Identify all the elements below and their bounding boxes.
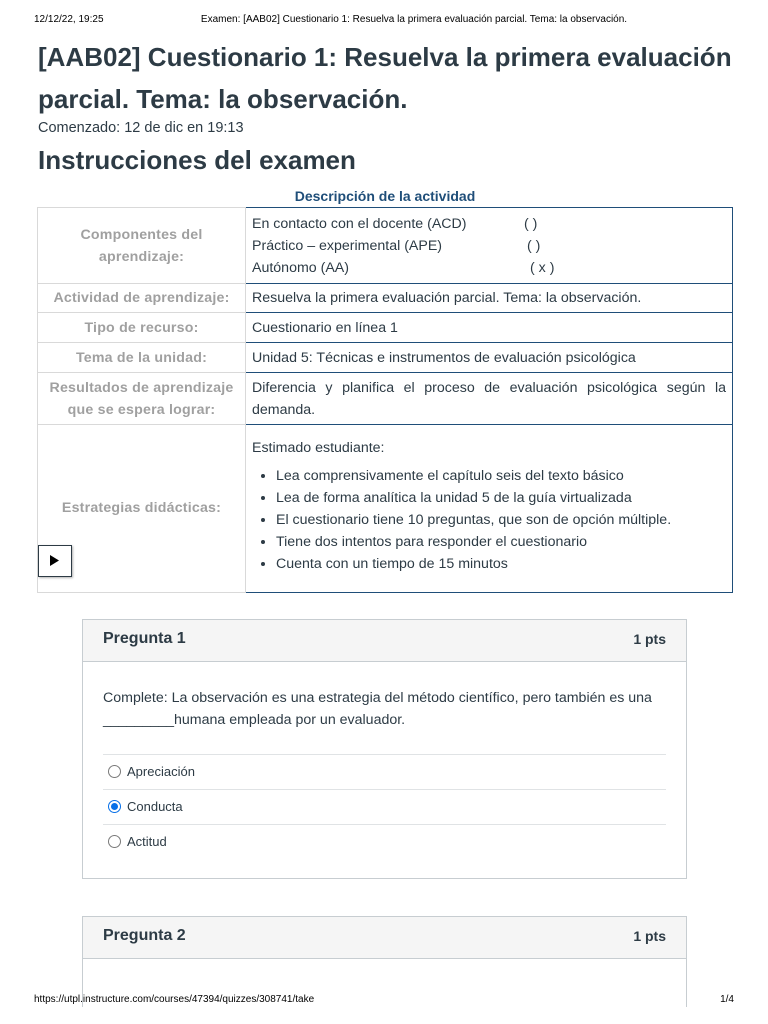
answer-option[interactable] <box>103 789 666 824</box>
question-header <box>83 620 686 662</box>
radio-button[interactable] <box>108 835 121 848</box>
question-text: Complete: La observación es una estrategia del método científico, pero también es una _________humana empleada por un evaluador. <box>103 690 652 728</box>
activity-table <box>37 207 733 593</box>
list-item: • Cuenta con un tiempo de 15 minutos <box>276 553 726 575</box>
answer-label[interactable]: Conducta <box>127 799 183 814</box>
table-row <box>38 425 733 593</box>
table-row <box>38 343 733 373</box>
radio-button[interactable] <box>108 765 121 778</box>
strategies-intro: Estimado estudiante: <box>252 440 385 456</box>
quiz-started-time: Comenzado: 12 de dic en 19:13 <box>38 120 244 136</box>
component-item: Autónomo (AA) ( x ) <box>252 259 555 276</box>
print-header <box>34 14 734 28</box>
components-label: Componentes del aprendizaje: <box>38 208 246 284</box>
question-points: 1 pts <box>633 928 666 944</box>
answer-label[interactable]: Actitud <box>127 834 167 849</box>
table-row <box>38 284 733 313</box>
unit-label: Tema de la unidad: <box>38 343 246 373</box>
question-name: Pregunta 1 <box>103 630 186 647</box>
question-header <box>83 917 686 959</box>
unit-value: Unidad 5: Técnicas e instrumentos de evaluación psicológica <box>246 343 733 373</box>
resource-value: Cuestionario en línea 1 <box>246 313 733 343</box>
components-value <box>246 208 733 284</box>
print-date: 12/12/22, 19:25 <box>34 14 104 25</box>
answer-option[interactable] <box>103 824 666 859</box>
answer-option[interactable] <box>103 754 666 789</box>
list-item: • Tiene dos intentos para responder el cuestionario <box>276 531 726 553</box>
activity-label: Actividad de aprendizaje: <box>38 284 246 313</box>
print-footer <box>34 994 734 1008</box>
list-item: • Lea comprensivamente el capítulo seis del texto básico <box>276 465 726 487</box>
results-label: Resultados de aprendizaje que se espera lograr: <box>38 373 246 425</box>
print-page-title: Examen: [AAB02] Cuestionario 1: Resuelva la primera evaluación parcial. Tema: la observación. <box>200 14 628 25</box>
list-item: • Lea de forma analítica la unidad 5 de la guía virtualizada <box>276 487 726 509</box>
answer-list <box>103 754 666 859</box>
strategies-value <box>246 425 733 593</box>
question-name: Pregunta 2 <box>103 927 186 944</box>
component-item: En contacto con el docente (ACD) ( ) <box>252 215 538 232</box>
results-value: Diferencia y planifica el proceso de evaluación psicológica según la demanda. <box>246 373 733 425</box>
activity-value: Resuelva la primera evaluación parcial. Tema: la observación. <box>246 284 733 313</box>
list-item: • El cuestionario tiene 10 preguntas, que son de opción múltiple. <box>276 509 726 531</box>
radio-button-selected[interactable] <box>108 800 121 813</box>
activity-description-heading: Descripción de la actividad <box>294 188 476 204</box>
print-page-number: 1/4 <box>720 994 734 1005</box>
play-button[interactable] <box>38 545 72 577</box>
table-row <box>38 313 733 343</box>
instructions-heading: Instrucciones del examen <box>38 145 356 175</box>
strategies-label-cell <box>38 425 246 593</box>
play-icon <box>50 555 59 566</box>
quiz-title: [AAB02] Cuestionario 1: Resuelva la primera evaluación parcial. Tema: la observación. <box>38 42 732 114</box>
question-points: 1 pts <box>633 631 666 647</box>
component-item: Práctico – experimental (APE) ( ) <box>252 237 541 254</box>
answer-label[interactable]: Apreciación <box>127 764 195 779</box>
strategies-list <box>252 465 726 575</box>
strategies-label: Estrategias didácticas: <box>61 500 222 516</box>
table-row <box>38 208 733 284</box>
resource-label: Tipo de recurso: <box>38 313 246 343</box>
print-url: https://utpl.instructure.com/courses/47394/quizzes/308741/take <box>34 994 315 1005</box>
question-card <box>82 619 687 879</box>
table-row <box>38 373 733 425</box>
